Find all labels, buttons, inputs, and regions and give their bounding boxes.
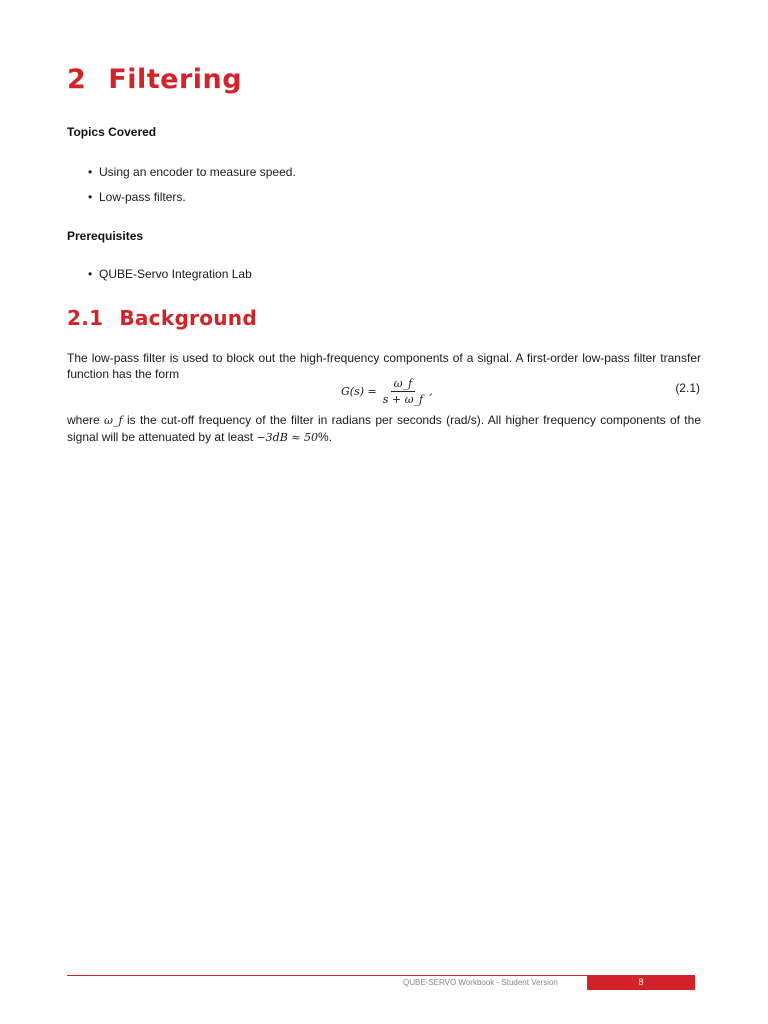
chapter-title [67,64,242,95]
para2-middle: is the cut-off frequency of the filter in radians per seconds (rad/s). All higher frequency components of the signal will be attenuated by at least [67,413,701,444]
equation-fraction [380,377,426,406]
equation-tail: , [429,385,433,398]
para2-before: where [67,413,100,427]
list-item: • QUBE-Servo Integration Lab [88,267,252,292]
equation-lhs: G(s) = [341,385,377,398]
chapter-number: 2 [67,64,87,95]
prerequisites-heading: Prerequisites [67,229,144,243]
topics-heading: Topics Covered [67,125,157,139]
equation-denominator: s + ω_f [382,393,424,406]
section-title-text: Background [119,306,257,330]
list-item: • Low-pass filters. [88,190,296,215]
attenuation-math: −3dB ≈ 50 [256,431,319,444]
background-paragraph-1: The low-pass filter is used to block out the high-frequency components of a signal. A first-order low-pass filter transfer function has the form [67,351,701,381]
equation-number: (2.1) [675,381,700,395]
list-item: • Using an encoder to measure speed. [88,165,296,190]
page-number: 8 [587,975,695,990]
section-number: 2.1 [67,306,104,330]
omega-symbol: ω_f [104,414,123,427]
equation-numerator: ω_f [391,377,416,392]
background-paragraph-2 [67,412,701,446]
footer-text: QUBE-SERVO Workbook - Student Version [403,978,558,987]
para2-end: %. [318,430,333,444]
section-title [67,306,257,330]
chapter-title-text: Filtering [108,64,243,95]
topics-list [88,165,296,215]
prerequisites-list [88,267,252,292]
equation [341,377,433,406]
